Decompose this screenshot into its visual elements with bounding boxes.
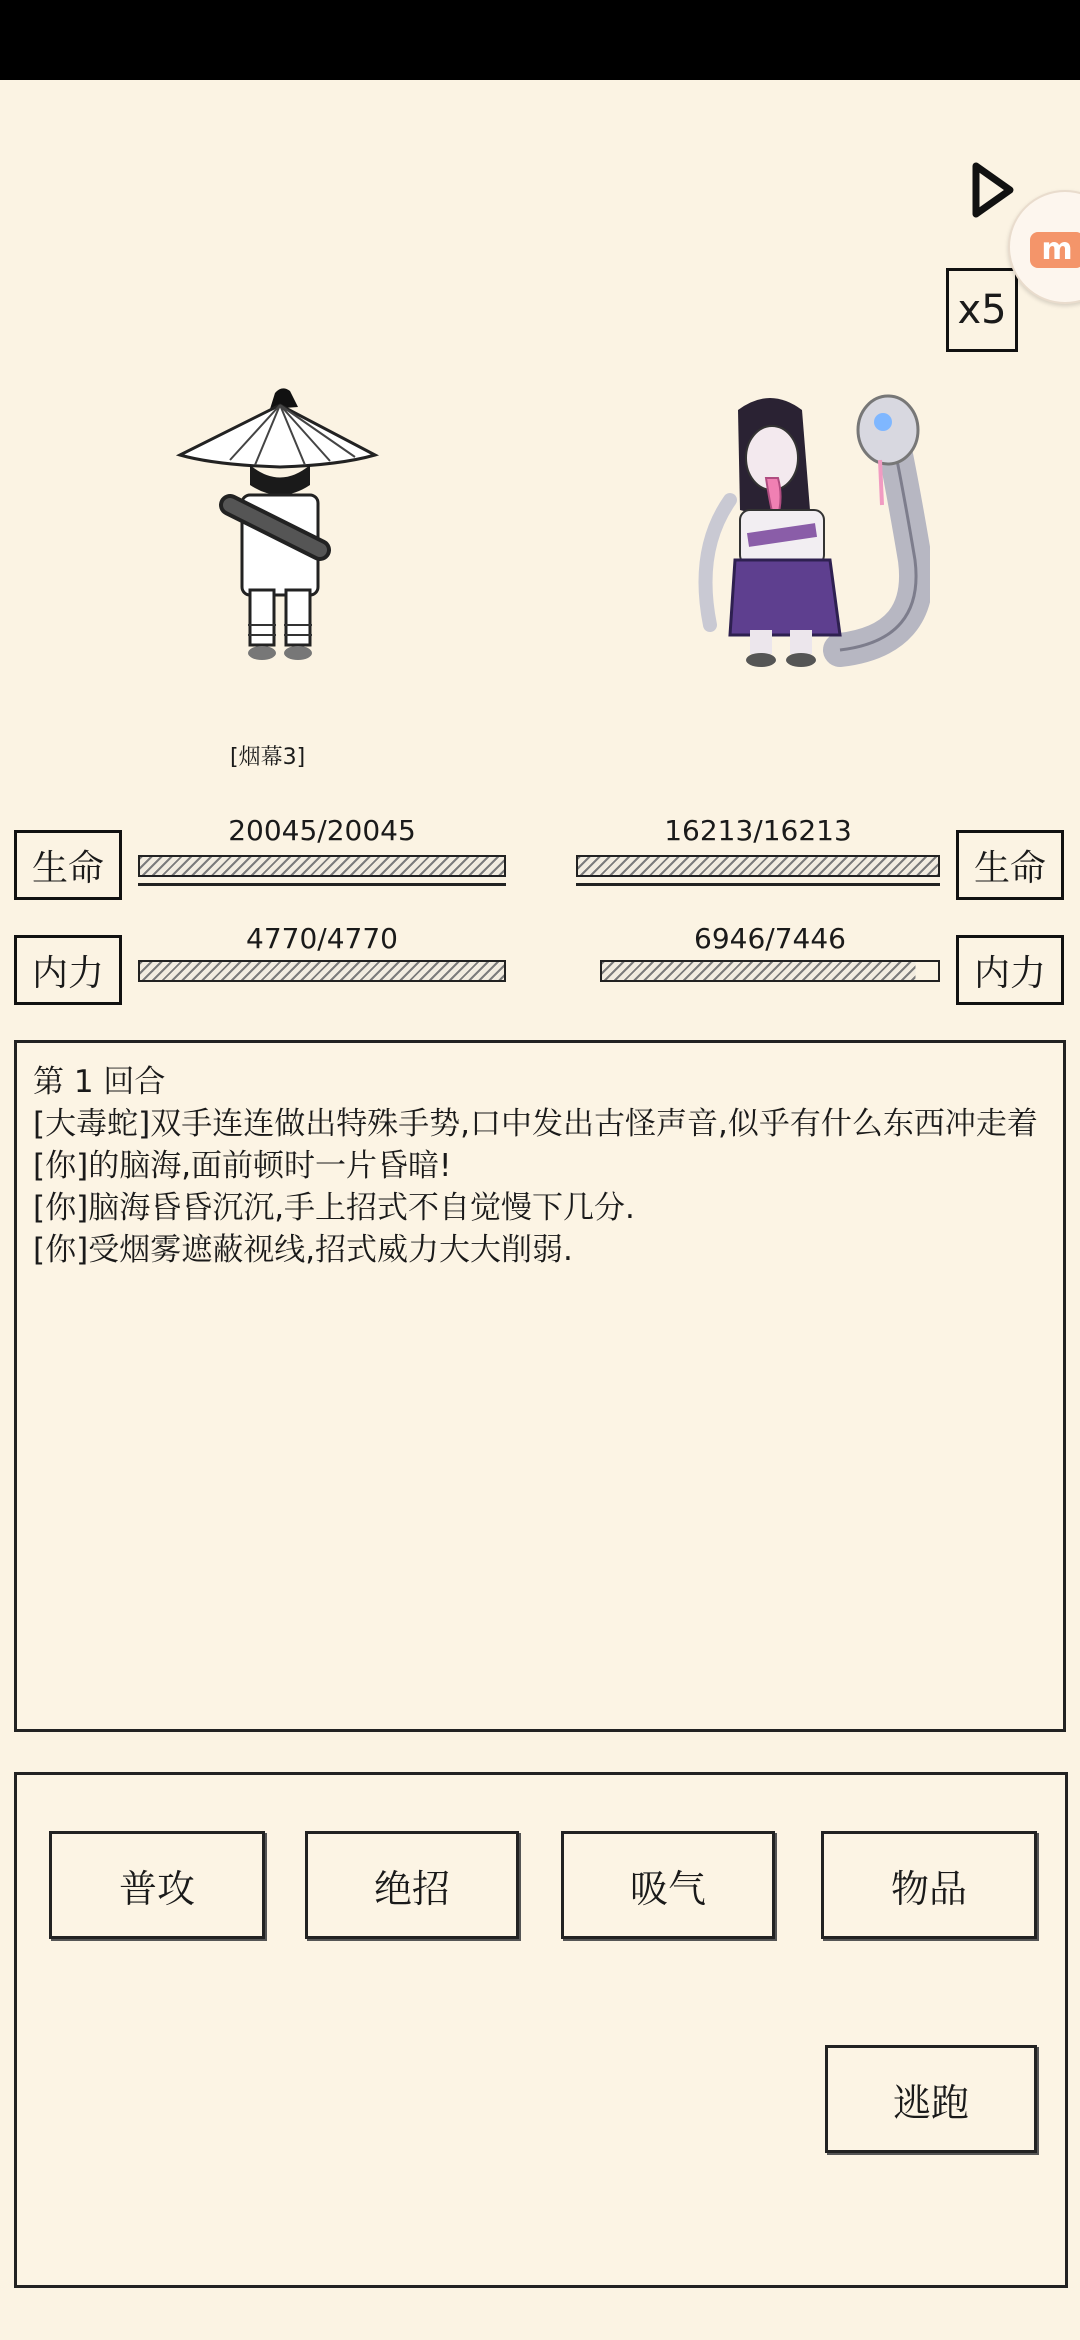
- log-line: [你]脑海昏昏沉沉,手上招式不自觉慢下几分.: [33, 1190, 635, 1226]
- log-line: 第 1 回合: [33, 1064, 166, 1100]
- items-button[interactable]: 物品: [821, 1831, 1037, 1939]
- player-mp-value: 4770/4770: [246, 922, 398, 955]
- log-line: [大毒蛇]双手连连做出特殊手势,口中发出古怪声音,似乎有什么东西冲走着[你]的脑海,面前顿时一片昏暗!: [33, 1106, 1038, 1184]
- player-hp-value: 20045/20045: [228, 814, 416, 847]
- battle-log[interactable]: [14, 1040, 1066, 1732]
- enemy-hp-bar: [576, 855, 940, 877]
- log-line: [你]受烟雾遮蔽视线,招式威力大大削弱.: [33, 1232, 573, 1268]
- attack-button[interactable]: 普攻: [49, 1831, 265, 1939]
- player-hp-bar: [138, 855, 506, 877]
- speed-button[interactable]: x5: [946, 268, 1018, 352]
- breathe-button[interactable]: 吸气: [561, 1831, 775, 1939]
- enemy-hp-bar-underline: [576, 883, 940, 886]
- enemy-character: [690, 390, 930, 670]
- floating-app-badge[interactable]: [1008, 190, 1080, 304]
- m-logo-icon: m: [1030, 232, 1080, 268]
- player-buff-label: [烟幕3]: [230, 745, 306, 770]
- enemy-mp-bar: [600, 960, 940, 982]
- flee-button[interactable]: 逃跑: [825, 2045, 1037, 2153]
- enemy-mp-value: 6946/7446: [694, 922, 846, 955]
- player-hp-label: 生命: [14, 830, 122, 900]
- player-mp-label: 内力: [14, 935, 122, 1005]
- enemy-mp-label: 内力: [956, 935, 1064, 1005]
- action-panel: [14, 1772, 1068, 2288]
- enemy-hp-label: 生命: [956, 830, 1064, 900]
- play-icon[interactable]: [968, 160, 1018, 220]
- ultimate-button[interactable]: 绝招: [305, 1831, 519, 1939]
- system-status-bar: [0, 0, 1080, 80]
- player-mp-bar: [138, 960, 506, 982]
- player-character: [170, 385, 390, 675]
- enemy-hp-value: 16213/16213: [664, 814, 852, 847]
- player-hp-bar-underline: [138, 883, 506, 886]
